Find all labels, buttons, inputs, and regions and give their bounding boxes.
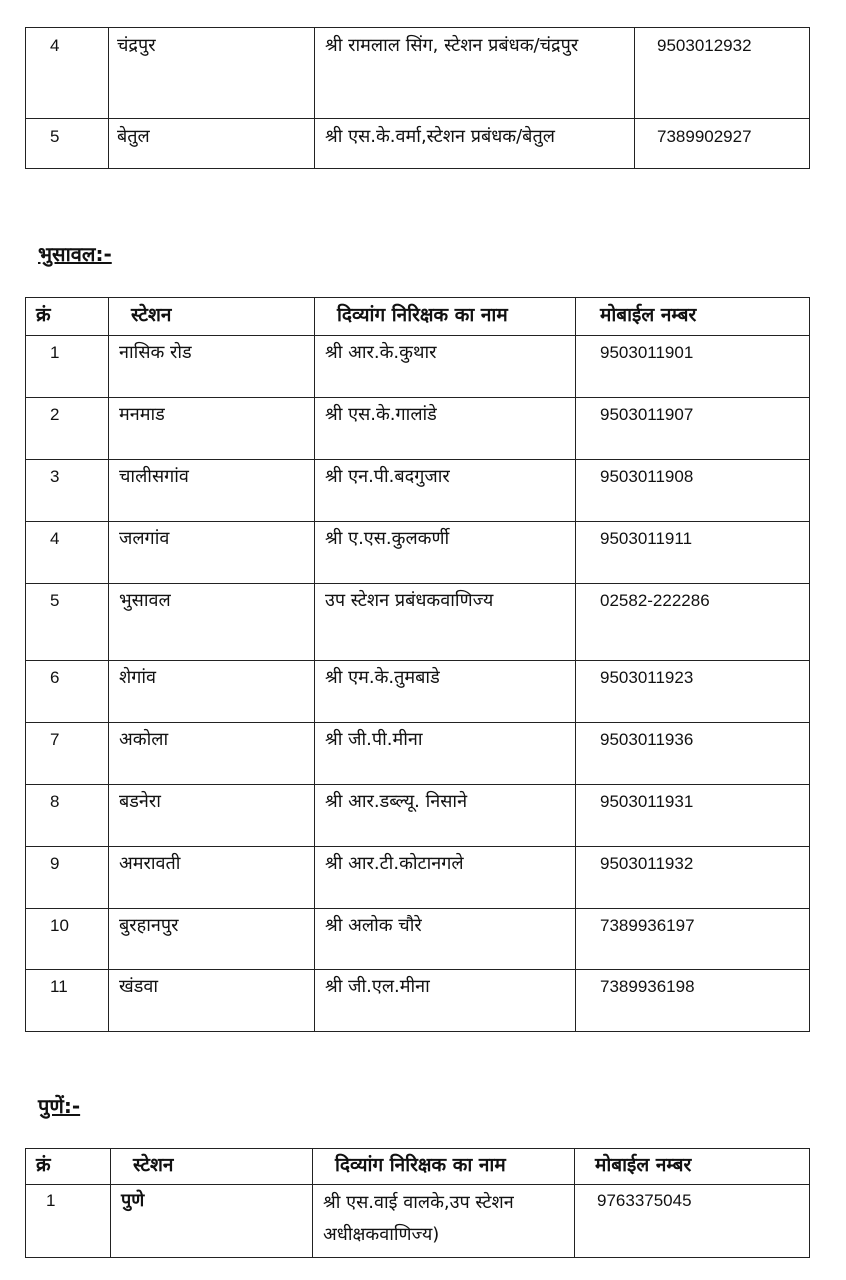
mobile-cell: 9503011901: [576, 336, 810, 398]
station-cell: मनमाड: [109, 398, 315, 460]
row-number: 3: [26, 460, 109, 522]
inspector-name-cell: उप स्टेशन प्रबंधकवाणिज्य: [315, 584, 576, 661]
table-row: [26, 119, 810, 169]
inspector-name-cell: श्री अलोक चौरे: [315, 909, 576, 970]
mobile-cell: 9763375045: [575, 1185, 810, 1258]
mobile-cell: 7389936197: [576, 909, 810, 970]
top-table: [25, 27, 810, 169]
row-number: 6: [26, 661, 109, 723]
inspector-name-cell: श्री आर.टी.कोटानगले: [315, 847, 576, 909]
station-cell: नासिक रोड: [109, 336, 315, 398]
row-number: 5: [26, 119, 109, 169]
table-row: [26, 28, 810, 119]
mobile-cell: 9503012932: [635, 28, 810, 119]
table-row: [26, 847, 810, 909]
inspector-name-cell: श्री ए.एस.कुलकर्णी: [315, 522, 576, 584]
header-station: स्टेशन: [111, 1149, 313, 1185]
table-row: [26, 785, 810, 847]
table-row: [26, 661, 810, 723]
row-number: 1: [26, 336, 109, 398]
mobile-cell: 9503011907: [576, 398, 810, 460]
station-cell: चालीसगांव: [109, 460, 315, 522]
header-mobile: मोबाईल नम्बर: [575, 1149, 810, 1185]
mobile-cell: 9503011923: [576, 661, 810, 723]
row-number: 11: [26, 970, 109, 1032]
station-cell: बेतुल: [109, 119, 315, 169]
inspector-name-cell: श्री एस.के.वर्मा,स्टेशन प्रबंधक/बेतुल: [315, 119, 635, 169]
pune-table: [25, 1148, 810, 1258]
inspector-name-cell: श्री एन.पी.बदगुजार: [315, 460, 576, 522]
row-number: 5: [26, 584, 109, 661]
mobile-cell: 9503011908: [576, 460, 810, 522]
inspector-name-cell: श्री रामलाल सिंग, स्टेशन प्रबंधक/चंद्रपुर: [315, 28, 635, 119]
table-row: [26, 970, 810, 1032]
header-no: क्रं: [26, 298, 109, 336]
station-cell: खंडवा: [109, 970, 315, 1032]
mobile-cell: 02582-222286: [576, 584, 810, 661]
bhusawal-table: [25, 297, 810, 1032]
table-header-row: [26, 1149, 810, 1185]
station-cell: जलगांव: [109, 522, 315, 584]
table-row: [26, 398, 810, 460]
row-number: 8: [26, 785, 109, 847]
row-number: 7: [26, 723, 109, 785]
inspector-name-cell: श्री जी.एल.मीना: [315, 970, 576, 1032]
row-number: 4: [26, 28, 109, 119]
table-row: [26, 1185, 810, 1258]
station-cell: बुरहानपुर: [109, 909, 315, 970]
table-row: [26, 522, 810, 584]
header-name: दिव्यांग निरिक्षक का नाम: [313, 1149, 575, 1185]
station-cell: शेगांव: [109, 661, 315, 723]
table-row: [26, 336, 810, 398]
header-name: दिव्यांग निरिक्षक का नाम: [315, 298, 576, 336]
table-header-row: [26, 298, 810, 336]
mobile-cell: 9503011936: [576, 723, 810, 785]
mobile-cell: 9503011911: [576, 522, 810, 584]
station-cell: बडनेरा: [109, 785, 315, 847]
row-number: 10: [26, 909, 109, 970]
station-cell: चंद्रपुर: [109, 28, 315, 119]
table-row: [26, 909, 810, 970]
table-row: [26, 460, 810, 522]
mobile-cell: 7389936198: [576, 970, 810, 1032]
inspector-name-cell: श्री एस.वाई वालके,उप स्टेशन अधीक्षकवाणिज्य): [313, 1185, 575, 1258]
table-row: [26, 584, 810, 661]
mobile-cell: 9503011931: [576, 785, 810, 847]
inspector-name-cell: श्री एम.के.तुमबाडे: [315, 661, 576, 723]
inspector-name-cell: श्री आर.डब्ल्यू. निसाने: [315, 785, 576, 847]
station-cell: पुणे: [111, 1185, 313, 1258]
header-station: स्टेशन: [109, 298, 315, 336]
table-row: [26, 723, 810, 785]
section-heading-pune: पुणें:-: [38, 1094, 81, 1118]
header-no: क्रं: [26, 1149, 111, 1185]
inspector-name-cell: श्री एस.के.गालांडे: [315, 398, 576, 460]
header-mobile: मोबाईल नम्बर: [576, 298, 810, 336]
station-cell: अकोला: [109, 723, 315, 785]
inspector-name-cell: श्री आर.के.कुथार: [315, 336, 576, 398]
row-number: 9: [26, 847, 109, 909]
row-number: 4: [26, 522, 109, 584]
station-cell: अमरावती: [109, 847, 315, 909]
section-heading-bhusawal: भुसावल:-: [38, 242, 112, 266]
mobile-cell: 7389902927: [635, 119, 810, 169]
row-number: 2: [26, 398, 109, 460]
mobile-cell: 9503011932: [576, 847, 810, 909]
row-number: 1: [26, 1185, 111, 1258]
inspector-name-cell: श्री जी.पी.मीना: [315, 723, 576, 785]
station-cell: भुसावल: [109, 584, 315, 661]
